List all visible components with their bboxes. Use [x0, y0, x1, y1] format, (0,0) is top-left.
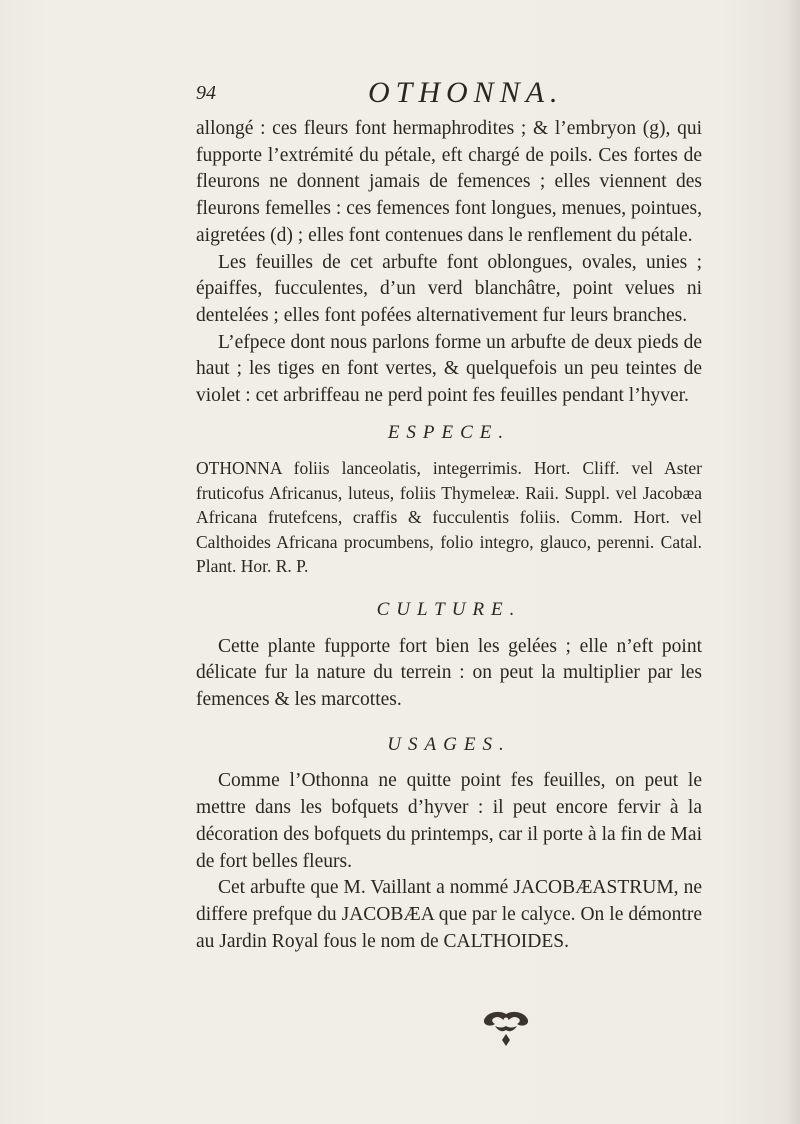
heading-culture: CULTURE. [376, 598, 522, 620]
paragraph-species-description: L’efpece dont nous parlons forme un arbufte de deux pieds de haut ; les tiges en font vertes, & quelquefois un peu teintes de violet : cet arbriffeau ne perd point fes feuilles pendant l’hyver. [196, 331, 702, 407]
fleuron-ornament-icon [471, 1008, 541, 1048]
culture-text: Cette plante fupporte fort bien les gelées ; elle n’eft point délicate fur la nature du terrein : on peut la multiplier par les femences & les marcottes. [196, 635, 702, 711]
species-synonyms: OTHONNA foliis lanceolatis, integerrimis. Hort. Cliff. vel Aster fruticofus Africanus, luteus, foliis Thymeleæ. Raii. Suppl. vel Jacobæa Africana frutefcens, craffis & fucculentis foliis. Comm. Hort. vel Calthoides Africana procumbens, folio integro, glauco, perenni. Catal. Plant. Hor. R. P. [196, 458, 702, 577]
paragraph-leaves: Les feuilles de cet arbufte font oblongues, ovales, unies ; épaiffes, fucculentes, d’un verd blanchâtre, point velues ni dentelées ; elles font pofées alternativement fur leurs branches. [196, 251, 702, 326]
heading-usages: USAGES. [387, 733, 511, 755]
paragraph-flowers: allongé : ces fleurs font hermaphrodites ; & l’embryon (g), qui fupporte l’extrémité du pétale, eft chargé de poils. Ces fortes de fleurons ne donnent jamais de femences ; elles viennent des fleurons femelles : ces femences font longues, menues, pointues, aigretées (d) ; elles font contenues dans le renflement du pétale. [196, 118, 702, 246]
usages-text-2: Cet arbufte que M. Vaillant a nommé JACOBÆASTRUM, ne differe prefque du JACOBÆA que par le calyce. On le démontre au Jardin Royal fous le nom de CALTHOIDES. [196, 877, 702, 952]
heading-espece: ESPECE. [387, 421, 511, 443]
usages-text-1: Comme l’Othonna ne quitte point fes feuilles, on peut le mettre dans les bofquets d’hyver : il peut encore fervir à la décoration des bofquets du printemps, car il porte à la fin de Mai de fort belles fleurs. [196, 770, 702, 872]
page-number: 94 [196, 82, 216, 104]
page-header [0, 76, 800, 116]
page-edge-shadow [786, 0, 800, 1124]
running-title: OTHONNA. [368, 76, 564, 109]
page-body [196, 116, 702, 955]
